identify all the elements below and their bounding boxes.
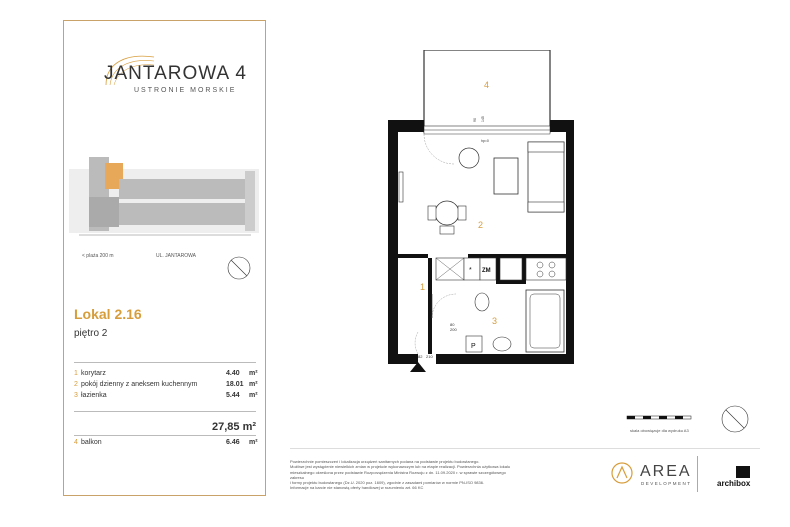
wall xyxy=(388,132,398,364)
area-logo-sub: DEVELOPMENT xyxy=(641,481,692,486)
room-label-bathroom: 3 xyxy=(492,316,498,326)
zm-label: ZM xyxy=(482,268,491,274)
hp-label: hp=0 xyxy=(481,139,489,143)
balcony-outline xyxy=(424,50,550,132)
scale-note: skala obowiązuje dla wydruku A3 xyxy=(630,428,689,433)
divider xyxy=(74,411,256,412)
wall xyxy=(436,354,574,364)
divider xyxy=(697,456,698,492)
balcony-row xyxy=(74,439,260,450)
disclaimer xyxy=(290,459,520,491)
dim-label: 145 xyxy=(481,116,485,122)
sofa xyxy=(528,142,564,212)
info-panel xyxy=(63,20,266,496)
dim-label: 210 xyxy=(426,354,433,359)
disclaimer-line: Powierzchnie pomieszczeń i lokalizacja urządzeń sanitarnych podana na podstawie projektu budowlanego. xyxy=(290,459,480,464)
north-arrow-icon xyxy=(226,255,252,281)
room-number: 2 xyxy=(74,381,78,388)
room-area: 5.44 xyxy=(226,392,240,399)
archibox-logo-box-text: box xyxy=(736,479,751,488)
fridge-label: * xyxy=(469,267,472,274)
floor-plan xyxy=(380,50,580,390)
dining-table xyxy=(435,201,459,225)
cooktop xyxy=(526,258,566,280)
toilet xyxy=(475,293,489,311)
room-row xyxy=(74,381,260,392)
brand-title: JANTAROWA 4 xyxy=(104,63,247,84)
room-number: 1 xyxy=(74,370,78,377)
room-unit: m² xyxy=(249,381,258,388)
divider xyxy=(74,435,256,436)
room-name: korytarz xyxy=(81,370,106,377)
dim-label: 80 xyxy=(450,322,455,327)
unit-floor: piętro 2 xyxy=(74,328,108,339)
brand-subtitle: USTRONIE MORSKIE xyxy=(134,87,237,94)
disclaimer-line: i formy projektu budowlanego (Dz.U. 2020 poz. 1609), zgodnie z zasadami pomiarów w normie PN-ISO 9836. xyxy=(290,480,485,486)
washbasin xyxy=(493,337,511,351)
disclaimer-line: Możliwe jest wystąpienie niewielkich zmian w projekcie wykonawczym lub na etapie realizacji. Powierzchnia użytkowa lokalu xyxy=(290,464,511,470)
archibox-logo-archi: archi xyxy=(717,479,737,488)
wall xyxy=(566,132,574,364)
divider xyxy=(74,362,256,363)
dim-label: 82 xyxy=(418,354,423,359)
room-label-balcony: 4 xyxy=(484,80,490,90)
room-row xyxy=(74,370,260,381)
room-name: łazienka xyxy=(81,392,107,399)
room-name: pokój dzienny z aneksem kuchennym xyxy=(81,381,198,388)
p-label: P xyxy=(471,343,476,350)
room-label-living: 2 xyxy=(478,220,484,230)
plaza-label: < plaża 200 m xyxy=(82,253,114,259)
fridge xyxy=(464,258,480,280)
balcony-name: balkon xyxy=(81,439,102,446)
room-unit: m² xyxy=(249,370,258,377)
area-logo-text: AREA xyxy=(640,463,692,480)
wall xyxy=(388,120,424,132)
unit-name: Lokal 2.16 xyxy=(74,306,142,322)
balcony-unit: m² xyxy=(249,439,258,446)
disclaimer-line: Informacje na karcie nie stanowią oferty handlowej w rozumieniu art. 66 KC xyxy=(290,485,424,491)
room-area: 4.40 xyxy=(226,370,240,377)
wall xyxy=(388,354,418,364)
dim-label: 90 xyxy=(473,118,477,122)
archibox-logo xyxy=(717,479,750,488)
scale-bar xyxy=(625,414,695,426)
balcony-number: 4 xyxy=(74,439,78,446)
room-number: 3 xyxy=(74,392,78,399)
room-label-corridor: 1 xyxy=(420,282,426,292)
street-label: UL. JANTAROWA xyxy=(156,253,197,259)
balcony-area: 6.46 xyxy=(226,439,240,446)
room-row xyxy=(74,439,260,450)
divider xyxy=(290,448,760,449)
total-area: 27,85 m² xyxy=(212,421,257,433)
room-list xyxy=(74,370,260,403)
north-arrow-icon xyxy=(720,404,750,434)
sink xyxy=(500,258,522,280)
area-logo-icon xyxy=(610,461,634,485)
archibox-logo-box xyxy=(736,466,750,478)
wall xyxy=(550,120,574,132)
coffee-table xyxy=(494,158,518,194)
room-row xyxy=(74,392,260,403)
dim-label: 200 xyxy=(450,327,457,332)
room-area: 18.01 xyxy=(226,381,244,388)
disclaimer-line: mieszkalnego określona przez podstawie Rozporządzenia Ministra Rozwoju z dn. 11.09.2020 r. w sprawie szczegółowego zakresu xyxy=(290,469,506,480)
room-unit: m² xyxy=(249,392,258,399)
site-minimap xyxy=(69,151,261,251)
